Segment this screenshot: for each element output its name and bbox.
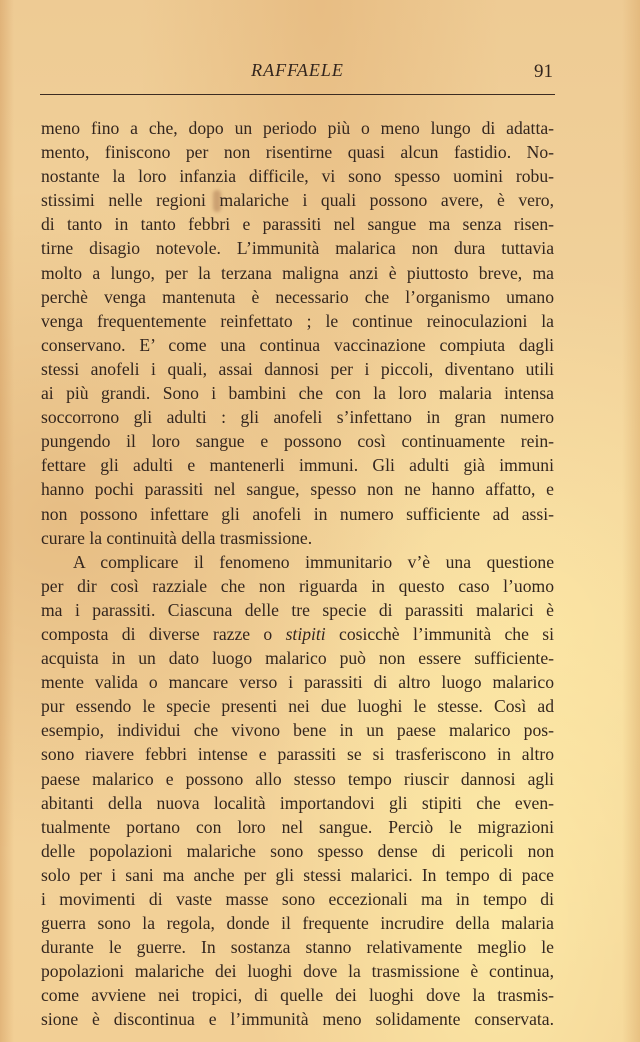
text-line: pungendo il loro sangue e possono così continuamente rein- [41,431,554,452]
running-title: RAFFAELE [251,60,344,80]
body-text [41,116,554,1032]
page-number: 91 [534,61,553,82]
text-line: non possono infettare gli anofeli in numero sufficiente ad assi- [41,503,554,524]
italic-term-stipiti: stipiti [285,623,326,644]
text-line: pur essendo le specie presenti nei due luoghi le stesse. Così ad [41,696,554,717]
text-line: abitanti della nuova località importandovi gli stipiti che even- [41,792,554,813]
text-line: stissimi nelle regioni malariche i quali possono avere, è vero, [41,190,554,211]
text-line-with-italic [41,622,554,646]
text-line: stessi anofeli i quali, assai dannosi per i piccoli, diventano utili [41,358,554,379]
text-line: ma i parassiti. Ciascuna delle tre specie di parassiti malarici è [41,599,554,620]
text-line: curare la continuità della trasmissione. [41,527,313,548]
text-line: popolazioni malariche dei luoghi dove la trasmissione è continua, [41,961,554,982]
page-edge-shadow-left [0,0,14,1042]
text-line: meno fino a che, dopo un periodo più o meno lungo di adatta- [41,118,554,138]
text-line: solo per i sani ma anche per gli stessi malarici. In tempo di pace [41,864,554,885]
text-line: di tanto in tanto febbri e parassiti nel sangue ma senza risen- [41,214,554,235]
text-line: tualmente portano con loro nel sangue. Perciò le migrazioni [41,816,554,837]
text-line: soccorrono gli adulti : gli anofeli s’infettano in gran numero [41,407,554,428]
page-edge-shadow-right [622,0,640,1042]
text-line: acquista in un dato luogo malarico può non essere sufficiente- [41,648,554,669]
paragraph-1 [41,116,554,550]
text-line: ai più grandi. Sono i bambini che con la loro malaria intensa [41,383,554,404]
text-line: guerra sono la regola, donde il frequente incrudire della malaria [41,913,554,934]
text-line: nostante la loro infanzia difficile, vi sono spesso uomini robu- [41,166,554,187]
text-fragment: composta di diverse razze o [41,623,286,644]
text-line: come avviene nei tropici, di quelle dei luoghi dove la trasmis- [41,985,554,1006]
text-line: i movimenti di vaste masse sono eccezionali ma in tempo di [41,889,554,909]
text-fragment: cosicchè l’immunità che si [325,623,554,644]
text-line: esempio, individui che vivono bene in un paese malarico pos- [41,720,554,741]
text-line: tirne disagio notevole. L’immunità malarica non dura tuttavia [41,238,554,259]
text-line: A complicare il fenomeno immunitario v’è una questione [73,551,554,572]
text-line: paese malarico e possono allo stesso tempo riuscir dannosi agli [41,768,554,789]
text-line: hanno pochi parassiti nel sangue, spesso non ne hanno affatto, e [41,479,554,500]
text-line: perchè venga mantenuta è necessario che l’organismo umano [41,286,554,307]
text-line: conservano. E’ come una continua vaccinazione compiuta dagli [41,334,554,355]
page-header [40,58,555,95]
text-line: mento, finiscono per non risentirne quasi alcun fastidio. No- [41,142,554,163]
text-line: venga frequentemente reinfettato ; le continue reinoculazioni la [41,310,554,331]
text-line: mente valida o mancare verso i parassiti di altro luogo malarico [41,672,554,693]
text-line: per dir così razziale che non riguarda in questo caso l’uomo [41,575,554,596]
text-line: delle popolazioni malariche sono spesso dense di pericoli non [41,840,554,861]
text-line: molto a lungo, per la terzana maligna anzi è piuttosto breve, ma [41,262,554,283]
text-line: sono riavere febbri intense e parassiti se si trasferiscono in altro [41,744,554,765]
text-line: sione è discontinua e l’immunità meno solidamente conservata. [41,1009,554,1030]
text-line: fettare gli adulti e mantenerli immuni. Gli adulti già immuni [41,455,554,476]
text-line: durante le guerre. In sostanza stanno relativamente meglio le [41,937,554,958]
paragraph-2 [41,550,554,1032]
